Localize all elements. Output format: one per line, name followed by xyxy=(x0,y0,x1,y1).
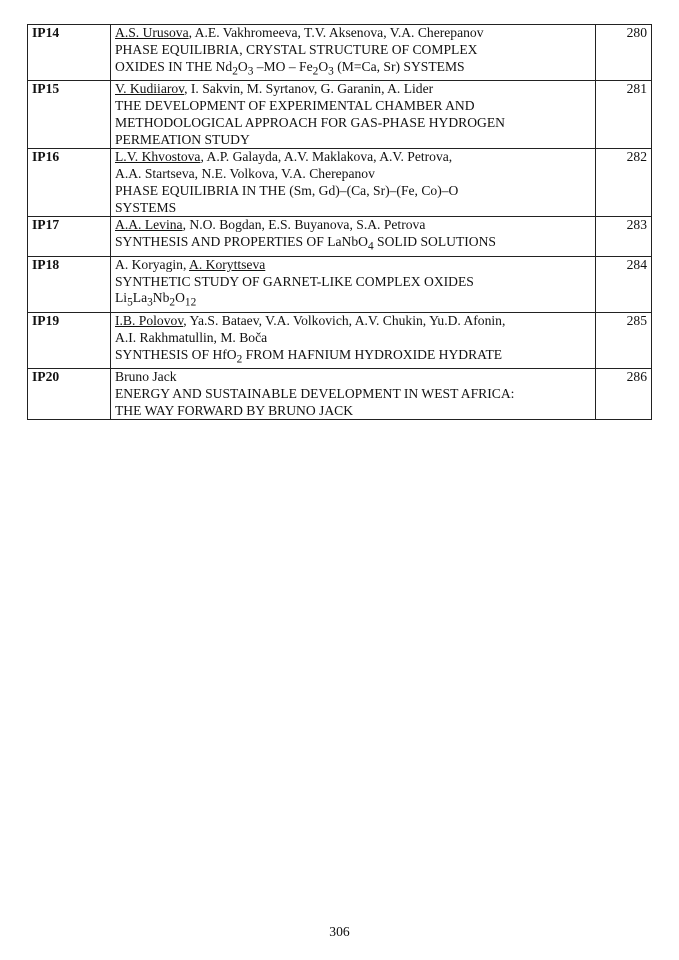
entry-details xyxy=(111,312,596,368)
co-authors: , N.O. Bogdan, E.S. Buyanova, S.A. Petrova xyxy=(182,217,426,233)
entry-authors-line2: A.A. Startseva, N.E. Volkova, V.A. Cherepanov xyxy=(115,166,375,182)
entry-authors xyxy=(115,81,591,98)
presenting-author: A.S. Urusova xyxy=(115,25,189,40)
entry-title-line: SYSTEMS xyxy=(115,199,177,215)
entry-details xyxy=(111,25,596,81)
entry-page: 280 xyxy=(596,25,652,81)
table-row xyxy=(28,369,652,420)
presenting-author: I.B. Polovov xyxy=(115,312,184,328)
entry-title-line: OXIDES IN THE $Nd_2O_3$ $-MO - Fe_2O_3$ (M=Ca, Sr) SYSTEMS xyxy=(115,58,465,78)
entry-code: IP14 xyxy=(28,25,111,81)
entry-page: 283 xyxy=(596,217,652,256)
entry-code: IP20 xyxy=(28,369,111,420)
entry-code: IP17 xyxy=(28,217,111,256)
table-row xyxy=(28,217,652,256)
entry-title-line: SYNTHESIS OF HfO$_2$ FROM HAFNIUM HYDROXIDE HYDRATE xyxy=(115,346,503,366)
entry-authors xyxy=(115,217,591,234)
entry-authors xyxy=(115,25,591,42)
entry-details xyxy=(111,81,596,149)
entry-page: 285 xyxy=(596,312,652,368)
entry-title-line: SYNTHESIS AND PROPERTIES OF LaNbO$_4$ SOLID SOLUTIONS xyxy=(115,234,496,253)
entry-details xyxy=(111,217,596,256)
entry-title-line: METHODOLOGICAL APPROACH FOR GAS-PHASE HYDROGEN xyxy=(115,114,505,130)
table-row xyxy=(28,81,652,149)
co-authors: , I. Sakvin, M. Syrtanov, G. Garanin, A. Lider xyxy=(184,81,434,97)
entry-title-line: ENERGY AND SUSTAINABLE DEVELOPMENT IN WEST AFRICA: xyxy=(115,385,515,401)
page-number: 306 xyxy=(329,924,350,939)
entry-page: 284 xyxy=(596,256,652,312)
table-row xyxy=(28,312,652,368)
entry-authors xyxy=(115,257,591,274)
abstract-index-table xyxy=(27,24,652,420)
entry-page: 286 xyxy=(596,369,652,420)
entry-details xyxy=(111,369,596,420)
co-authors: , A.E. Vakhromeeva, T.V. Aksenova, V.A. Cherepanov xyxy=(188,25,484,40)
entry-title-line: PERMEATION STUDY xyxy=(115,131,250,147)
entry-authors xyxy=(115,149,591,166)
entry-title-line: SYNTHETIC STUDY OF GARNET-LIKE COMPLEX OXIDES xyxy=(115,273,474,289)
entry-title-line: PHASE EQUILIBRIA, CRYSTAL STRUCTURE OF COMPLEX xyxy=(115,41,478,57)
entry-page: 282 xyxy=(596,149,652,217)
table-row xyxy=(28,256,652,312)
presenting-author: L.V. Khvostova xyxy=(115,149,201,165)
presenting-author: V. Kudiiarov xyxy=(115,81,185,97)
entry-details xyxy=(111,256,596,312)
table-row xyxy=(28,149,652,217)
presenting-author: A.A. Levina xyxy=(115,217,183,233)
entry-title-line: THE WAY FORWARD BY BRUNO JACK xyxy=(115,402,354,418)
entry-title-line: $Li_5La_3Nb_2O_{12}$ xyxy=(115,290,197,310)
entry-title-line: PHASE EQUILIBRIA IN THE (Sm, Gd)–(Ca, Sr)–(Fe, Co)–O xyxy=(115,182,459,198)
entry-authors xyxy=(115,313,591,330)
entry-code: IP16 xyxy=(28,149,111,217)
entry-details xyxy=(111,149,596,217)
entry-code: IP15 xyxy=(28,81,111,149)
entry-code: IP18 xyxy=(28,256,111,312)
entry-authors-line2: A.I. Rakhmatullin, M. Boča xyxy=(115,329,268,345)
co-authors: , A.P. Galayda, A.V. Maklakova, A.V. Petrova, xyxy=(200,149,453,165)
presenting-author: A. Koryttseva xyxy=(189,256,266,272)
entry-page: 281 xyxy=(596,81,652,149)
co-authors: , Ya.S. Bataev, V.A. Volkovich, A.V. Chukin, Yu.D. Afonin, xyxy=(183,312,506,328)
entry-code: IP19 xyxy=(28,312,111,368)
table-row xyxy=(28,25,652,81)
entry-authors: Bruno Jack xyxy=(115,369,177,385)
co-authors: A. Koryagin, xyxy=(115,256,190,272)
entry-title-line: THE DEVELOPMENT OF EXPERIMENTAL CHAMBER AND xyxy=(115,97,475,113)
